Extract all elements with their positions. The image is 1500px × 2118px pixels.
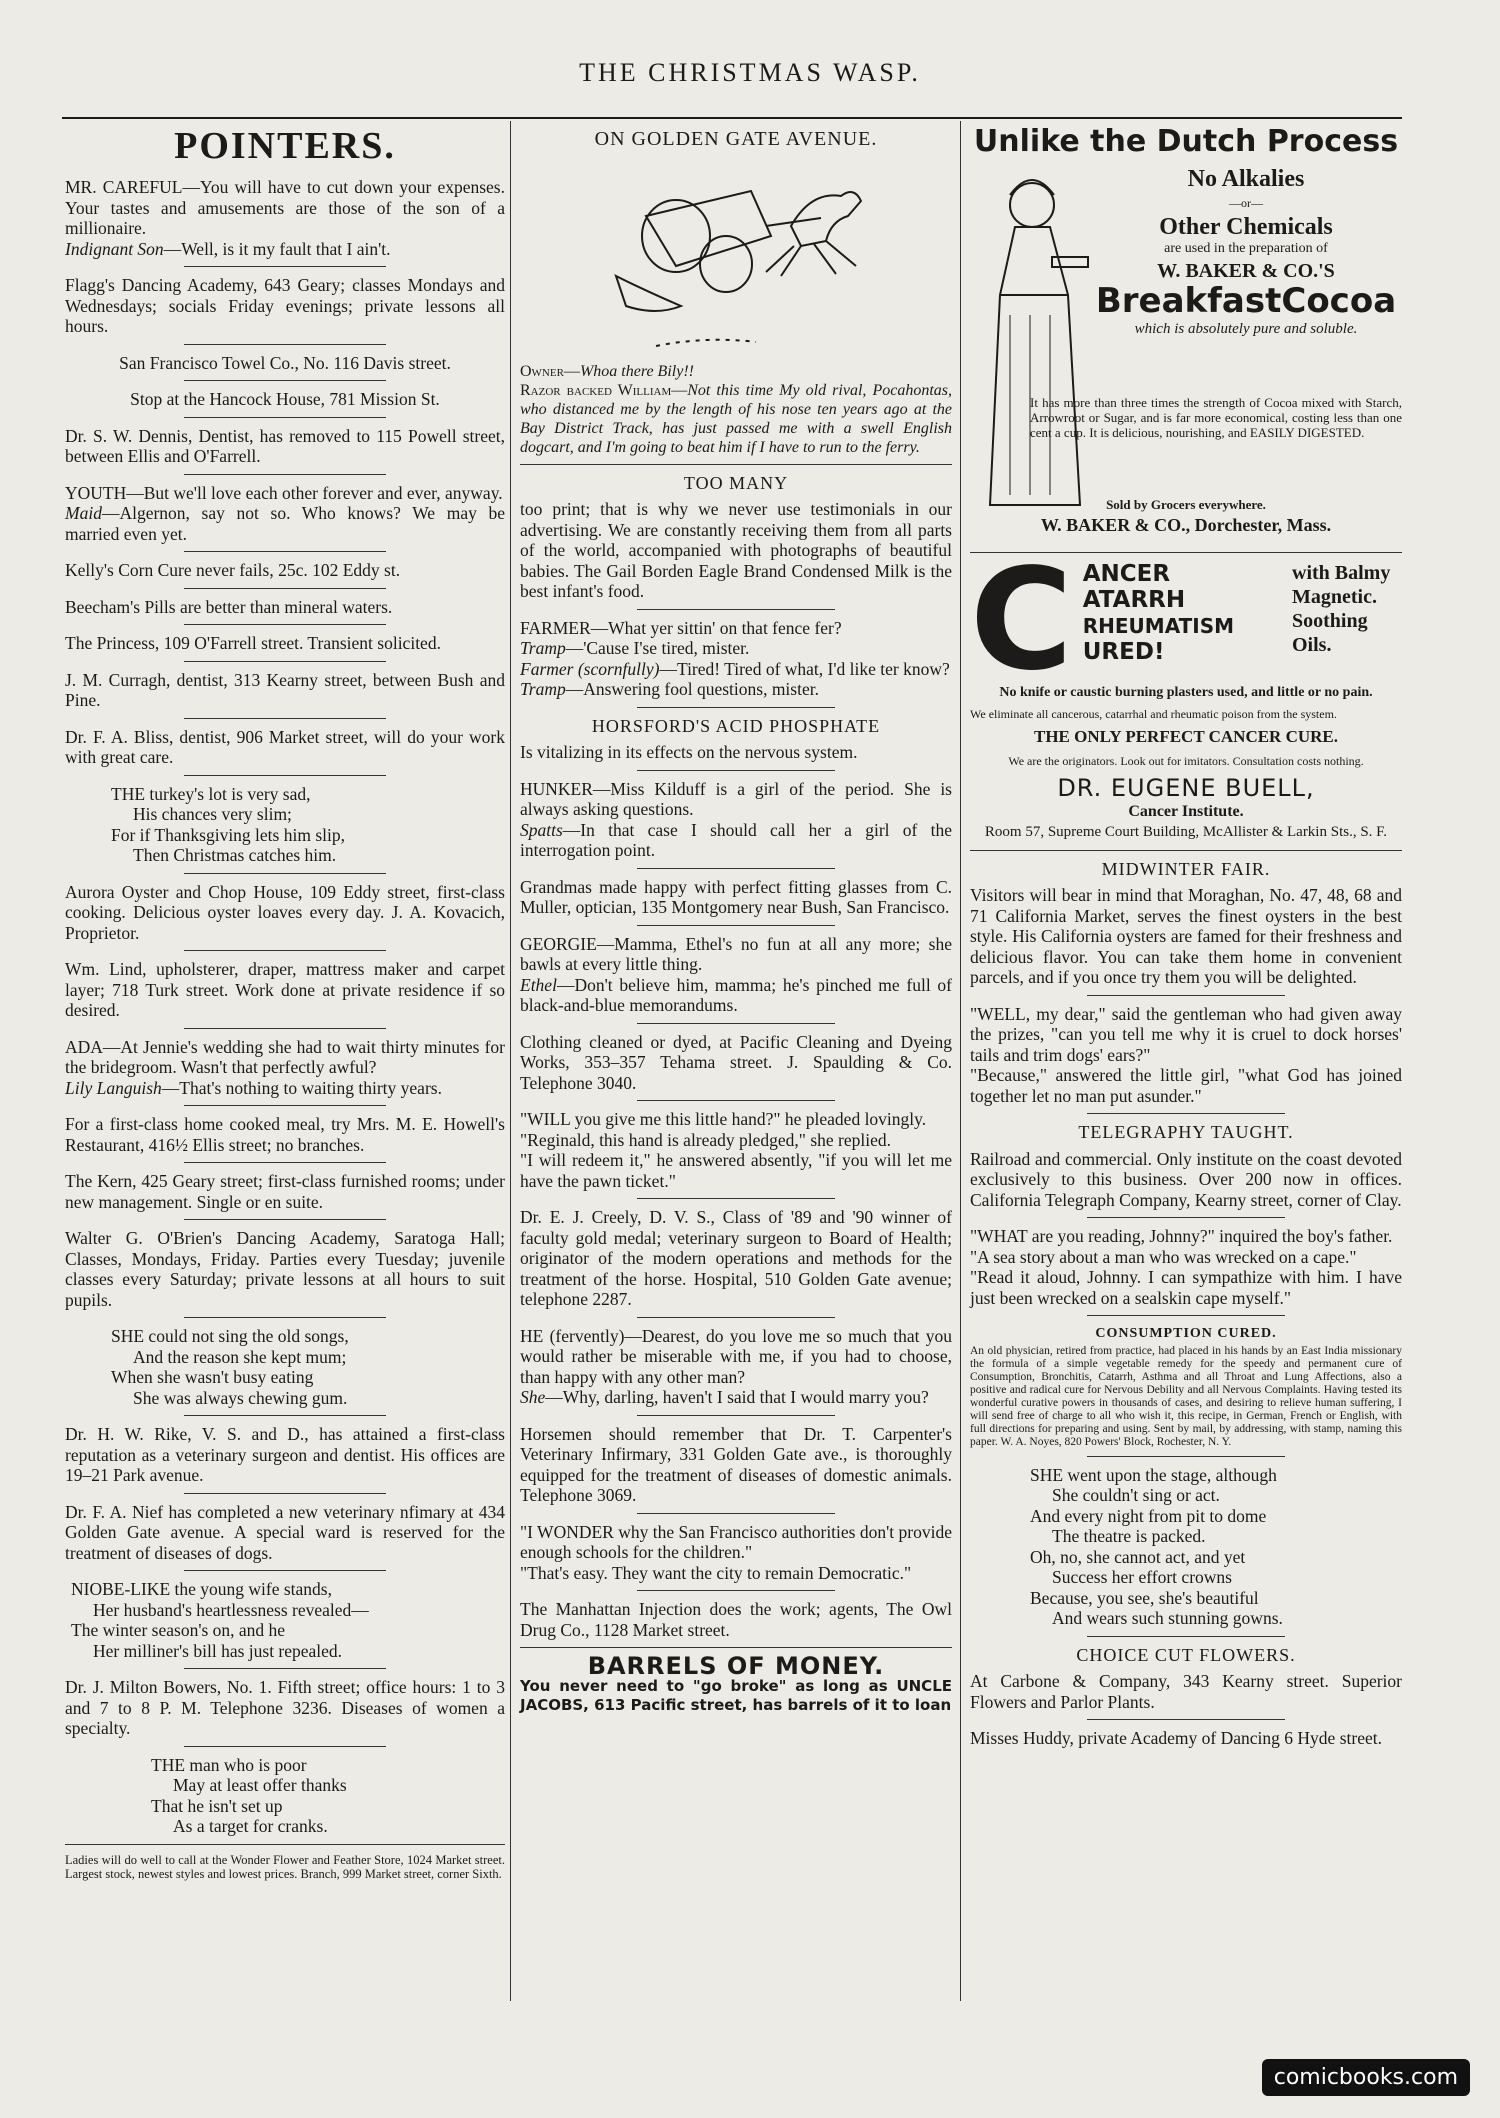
paragraph: too print; that is why we never use testimonials in our advertising. We are constantly receiving them from all parts of the world, accompanied with photographs of beautiful babies. The Gail Borden Eagle Brand Condensed Milk is the best infant's food. [520,499,952,601]
paragraph: Dr. H. W. Rike, V. S. and D., has attained a first-class reputation as a veterinary surgeon and dentist. His offices are 19–21 Park avenue. [65,1424,505,1485]
paragraph-barrels: You never need to "go broke" as long as UNCLE JACOBS, 613 Pacific street, has barrels of it to loan [520,1676,952,1714]
watermark: comicbooks.com [1262,2059,1470,2096]
baker-address: W. BAKER & CO., Dorchester, Mass. [1040,515,1332,535]
paragraph: "WHAT are you reading, Johnny?" inquired the boy's father. "A sea story about a man who was wrecked on a cape." "Read it aloud, Johnny. I can sympathize with him. I have just been wrecked on a sealskin cape myself." [970,1226,1402,1308]
consumption-heading: CONSUMPTION CURED. [1095,1326,1277,1341]
cocoa-girl-illustration [970,165,1090,525]
section-heading: CHOICE CUT FLOWERS. [1076,1644,1296,1665]
paragraph: Dr. J. Milton Bowers, No. 1. Fifth street; office hours: 1 to 3 and 7 to 8 P. M. Telephone 3236. Diseases of women a specialty. [65,1677,505,1738]
paragraph: "WELL, my dear," said the gentleman who had given away the prizes, "can you tell me why it is cruel to dock horses' tails and trim dogs' ears?" "Because," answered the little girl, "what God has joined together let no man put asunder." [970,1003,1402,1106]
paragraph: Dr. S. W. Dennis, Dentist, has removed to 115 Powell street, between Ellis and O'Farrell. [65,425,505,466]
breakfast-cocoa-title: BreakfastCocoa [1095,281,1397,321]
paragraph: YOUTH—But we'll love each other forever and ever, anyway. Maid—Algernon, say not so. Who knows? We may be married even yet. [65,482,505,544]
baker-headline: Unlike the Dutch Process [973,124,1399,159]
paragraph: The Princess, 109 O'Farrell street. Transient solicited. [65,633,441,653]
paragraph: Dr. F. A. Nief has completed a new veterinary nfimary at 434 Golden Gate avenue. A special ward is reserved for the treatment of diseases of dogs. [65,1501,505,1563]
paragraph: MR. CAREFUL—You will have to cut down your expenses. Your tastes and amusements are those of the son of a millionaire. Indignant Son—Well, is it my fault that I ain't. [65,177,505,259]
section-heading: HORSFORD'S ACID PHOSPHATE [591,715,881,736]
paragraph-consumption: An old physician, retired from practice, had placed in his hands by an East India missionary the formula of a simple vegetable remedy for the speedy and permanent cure of Consumption, Bronchitis, Catarrh, Asthma and all Throat and Lung Affections, also a positive and radical cure for Nervous Debility and all Nervous Complaints. Having tested its wonderful curative powers in thousands of cases, and desiring to relieve human suffering, I will send free of charge to all who wish it, this recipe, in German, French or English, with full directions for preparing and using. Sent by mail, by addressing, with stamp, naming this paper. W. A. Noyes, 820 Powers' Block, Rochester, N. Y. [970,1344,1402,1448]
paragraph: Dr. E. J. Creely, D. V. S., Class of '89 and '90 winner of faculty gold medal; veterinary surgeon to Board of Health; originator of the modern operations and methods for the treatment of the horse. Hospital, 510 Golden Gate avenue; telephone 2287. [520,1207,952,1309]
masthead: THE CHRISTMAS WASP. [579,58,921,87]
paragraph: Dr. F. A. Bliss, dentist, 906 Market street, will do your work with great care. [65,726,505,767]
column-golden-gate [520,125,952,1721]
paragraph: GEORGIE—Mamma, Ethel's no fun at all any more; she bawls at every little thing. Ethel—Don't believe him, mamma; he's pinched me full of black-and-blue memorandums. [520,933,952,1015]
barrels-heading: BARRELS OF MONEY. [587,1652,885,1680]
paragraph: Aurora Oyster and Chop House, 109 Eddy street, first-class cooking. Delicious oyster loaves every day. J. A. Kovacich, Proprietor. [65,881,505,943]
paragraph: For a first-class home cooked meal, try Mrs. M. E. Howell's Restaurant, 416½ Ellis street; no branches. [65,1114,505,1155]
paragraph: Railroad and commercial. Only institute on the coast devoted exclusively to this business. Over 200 now in offices. California Telegraph Company, Kearny street, corner of Clay. [970,1148,1402,1210]
illustration-caption: Owner—Whoa there Bily!! Razor backed William—Not this time My old rival, Pocahontas, who distanced me by the length of his nose ten years ago at the Bay District Track, has just passed me with a swell English dogcart, and I'm going to beat him if I have to run to the ferry. [520,362,952,456]
paragraph-wonder-flower: Ladies will do well to call at the Wonder Flower and Feather Store, 1024 Market street. Largest stock, newest styles and lowest prices. Branch, 999 Market street, corner Sixth. [65,1852,505,1881]
buell-name: DR. EUGENE BUELL, [1057,773,1315,802]
paragraph: At Carbone & Company, 343 Kearny street. Superior Flowers and Parlor Plants. [970,1671,1402,1712]
column-pointers [65,125,505,1887]
baker-cocoa-ad: Unlike the Dutch Process No Alkalies —or— Other Chemicals are used in the preparation of W. BAKER & CO.'S BreakfastCocoa which is absolutely pure and soluble. It has more than three times the strength of Cocoa mixed with Starch, Arrowroot or Sugar, and is far more economical, costing less than one cent a cup. It is delicious, nourishing, and EASILY DIGESTED. Sold by Grocers everywhere. W. BAKER & CO., Dorchester, Mass. [970,125,1402,545]
paragraph: J. M. Curragh, dentist, 313 Kearny street, between Bush and Pine. [65,669,505,710]
poem-songs: SHE could not sing the old songs, And the reason she kept mum; When she wasn't busy eating She was always chewing gum. [111,1326,349,1408]
paragraph: Flagg's Dancing Academy, 643 Geary; classes Mondays and Wednesdays; socials Friday evenings; private lessons all hours. [65,275,505,336]
paragraph: Visitors will bear in mind that Moraghan, No. 47, 48, 68 and 71 California Market, serves the finest oysters in the best style. His California oysters are famed for their freshness and delicious flavor. You can take them home in convenient parcels, and if you once try them you will be delighted. [970,885,1402,987]
big-c-letter: C [970,561,1073,681]
paragraph: The Kern, 425 Geary street; first-class furnished rooms; under new management. Single or en suite. [65,1171,505,1212]
paragraph: Clothing cleaned or dyed, at Pacific Cleaning and Dyeing Works, 353–357 Tehama street. J. Spaulding & Co. Telephone 3040. [520,1031,952,1093]
paragraph: Walter G. O'Brien's Dancing Academy, Saratoga Hall; Classes, Mondays, Friday. Parties every Tuesday; juvenile classes every Saturday; private lessons at all hours to suit pupils. [65,1228,505,1310]
poem-turkey: THE turkey's lot is very sad, His chances very slim; For if Thanksgiving lets him slip, Then Christmas catches him. [111,783,345,865]
pointers-heading: POINTERS. [174,125,396,167]
paragraph: Grandmas made happy with perfect fitting glasses from C. Muller, optician, 135 Montgomery near Bush, San Francisco. [520,876,952,917]
paragraph: Stop at the Hancock House, 781 Mission St. [130,389,440,409]
paragraph: "WILL you give me this little hand?" he pleaded lovingly. "Reginald, this hand is already pledged," she replied. "I will redeem it," he answered absently, "if you will let me have the pawn ticket." [520,1109,952,1191]
poem-niobe: NIOBE-LIKE the young wife stands, Her husband's heartlessness revealed— The winter season's on, and he Her milliner's bill has just repealed. [71,1579,369,1661]
paragraph: Beecham's Pills are better than mineral waters. [65,596,393,617]
top-rule [62,117,1402,119]
paragraph: Is vitalizing in its effects on the nervous system. [520,742,858,762]
paragraph: HE (fervently)—Dearest, do you love me so much that you would rather be miserable with me, if you had to choose, than happy with any other man? She—Why, darling, haven't I said that I would marry you? [520,1325,952,1407]
horse [791,192,861,246]
paragraph: The Manhattan Injection does the work; agents, The Owl Drug Co., 1128 Market street. [520,1599,952,1640]
paragraph: "I WONDER why the San Francisco authorities don't provide enough schools for the children." "That's easy. They want the city to remain Democratic." [520,1521,952,1583]
column-ads [970,125,1402,1755]
paragraph: HUNKER—Miss Kilduff is a girl of the period. She is always asking questions. Spatts—In that case I should call her a girl of the interrogation point. [520,778,952,860]
paragraph: FARMER—What yer sittin' on that fence fer? Tramp—'Cause I'se tired, mister. Farmer (scornfully)—Tired! Tired of what, I'd like ter know? Tramp—Answering fool questions, mister. [520,617,950,699]
paragraph: Wm. Lind, upholsterer, draper, mattress maker and carpet layer; 718 Turk street. Work done at private residence if so desired. [65,959,505,1020]
column-divider [510,121,511,2001]
section-heading: TOO MANY [683,472,789,493]
cancer-cure-ad: C ANCER ATARRH RHEUMATISM URED! with Balmy Magnetic. Soothing Oils. No knife or caustic burning plasters used, and little or no pain. We eliminate all cancerous, catarrhal and rheumatic poison from the system. THE ONLY PERFECT CANCER CURE. We are the originators. Look out for imitators. Consultation costs nothing. DR. EUGENE BUELL, Cancer Institute. Room 57, Supreme Court Building, McAllister & Larkin Sts., S. F. [970,561,1402,843]
paragraph: Misses Huddy, private Academy of Dancing 6 Hyde street. [970,1728,1382,1748]
poem-stage: SHE went upon the stage, although She couldn't sing or act. And every night from pit to dome The theatre is packed. Oh, no, she cannot act, and yet Success her effort crowns Because, you see, she's beautiful And wears such stunning gowns. [1030,1464,1283,1628]
section-heading: TELEGRAPHY TAUGHT. [1078,1122,1294,1142]
paragraph: Horsemen should remember that Dr. T. Carpenter's Veterinary Infirmary, 331 Golden Gate ave., is thoroughly equipped for the treatment of diseases of domestic animals. Telephone 3069. [520,1423,952,1505]
paragraph: ADA—At Jennie's wedding she had to wait thirty minutes for the bridegroom. Wasn't that perfectly awful? Lily Languish—That's nothing to waiting thirty years. [65,1036,505,1098]
horse-cart-illustration [586,156,886,356]
fallen-man [616,276,681,311]
paragraph: Kelly's Corn Cure never fails, 25c. 102 Eddy st. [65,560,401,580]
column-divider [960,121,961,2001]
section-heading: MIDWINTER FAIR. [1101,858,1271,879]
poem-poor: THE man who is poor May at least offer thanks That he isn't set up As a target for cranks. [151,1754,347,1836]
paragraph: San Francisco Towel Co., No. 116 Davis street. [119,352,451,373]
golden-gate-heading: ON GOLDEN GATE AVENUE. [594,128,878,150]
